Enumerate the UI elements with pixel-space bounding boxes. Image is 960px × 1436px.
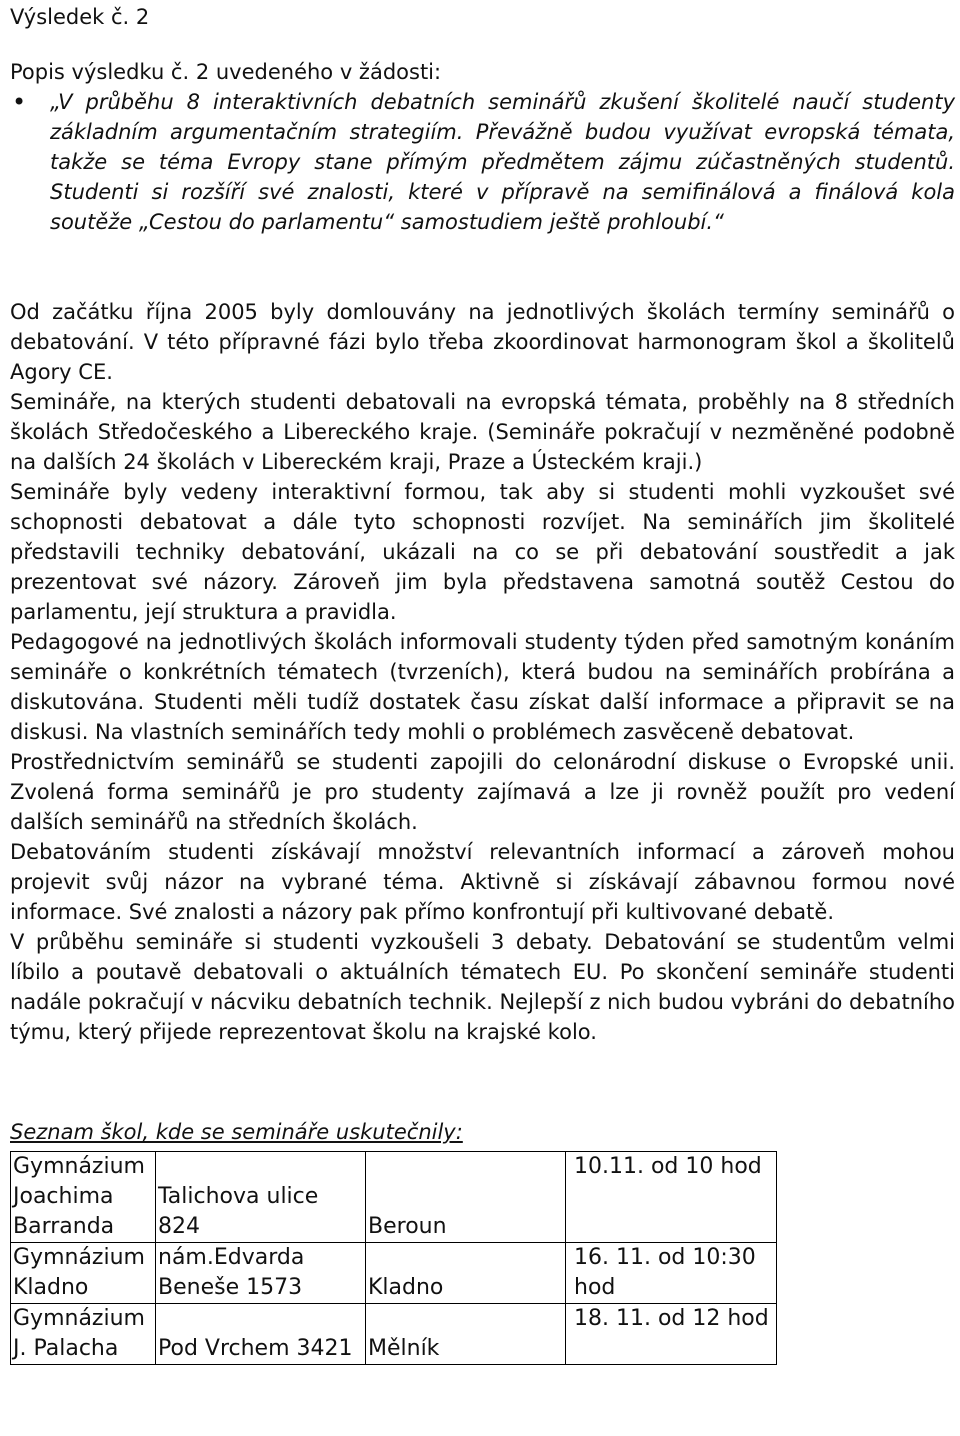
result-heading: Výsledek č. 2 bbox=[10, 5, 150, 29]
schools-list-title: Seznam škol, kde se semináře uskutečnily: bbox=[10, 1120, 463, 1144]
paragraph-preparation: Od začátku října 2005 byly domlouvány na jednotlivých školách termíny seminářů o debatování. V této přípravné fázi bylo třeba zkoordinovat harmonogram škol a školitelů Agory CE. bbox=[10, 300, 955, 384]
paragraph-debates-tried: V průběhu semináře si studenti vyzkoušeli 3 debaty. Debatování se studentům velmi líbilo a poutavě debatovali o aktuálních tématech EU. Po skončení semináře studenti nadále pokračují v nácviku debatních technik. Nejlepší z nich budou vybráni do debatního týmu, který přijede reprezentovat školu na krajské kolo. bbox=[10, 930, 955, 1044]
school-city: Kladno bbox=[366, 1243, 566, 1304]
school-address: nám.Edvarda Beneše 1573 bbox=[156, 1243, 366, 1304]
seminar-date: 16. 11. od 10:30 hod bbox=[566, 1243, 777, 1304]
document-page bbox=[10, 0, 955, 1365]
paragraph-teachers: Pedagogové na jednotlivých školách informovali studenty týden před samotným konáním semináře o konkrétních tématech (tvrzeních), která budou na seminářích probírána a diskutována. Studenti měli tudíž dostatek času získat další informace a připravit se na diskusi. Na vlastních seminářích tedy mohli o problémech zasvěceně debatovat. bbox=[10, 630, 955, 744]
paragraph-debating-benefits: Debatováním studenti získávají množství relevantních informací a zároveň mohou projevit svůj názor na vybrané téma. Aktivně si získávají zábavnou formou nové informace. Své znalosti a názory pak přímo konfrontují při kultivované debatě. bbox=[10, 840, 955, 924]
school-name: Gymnázium Joachima Barranda bbox=[11, 1152, 156, 1243]
paragraph-seminars-held: Semináře, na kterých studenti debatovali na evropská témata, proběhly na 8 středních školách Středočeského a Libereckého kraje. (Semináře pokračují v nezměněné podobně na dalších 24 školách v Libereckém kraji, Praze a Ústeckém kraji.) bbox=[10, 390, 955, 474]
paragraph-seminar-form: Semináře byly vedeny interaktivní formou, tak aby si studenti mohli vyzkoušet své schopnosti debatovat a dále tyto schopnosti rozvíjet. Na seminářích jim školitelé představili techniky debatování, ukázali na co se při debatování soustředit a jak prezentovat své názory. Zároveň jim byla představena samotná soutěž Cestou do parlamentu, její struktura a pravidla. bbox=[10, 480, 955, 624]
school-name: Gymnázium Kladno bbox=[11, 1243, 156, 1304]
paragraph-eu-discussion: Prostřednictvím seminářů se studenti zapojili do celonárodní diskuse o Evropské unii. Zvolená forma seminářů je pro studenty zajímavá a lze ji rovněž použít pro vedení dalších seminářů na středních školách. bbox=[10, 750, 955, 834]
table-row bbox=[11, 1243, 777, 1304]
school-name: Gymnázium J. Palacha bbox=[11, 1304, 156, 1365]
quoted-description: • „V průběhu 8 interaktivních debatních seminářů zkušení školitelé naučí studenty základním argumentačním strategiím. Převážně budou využívat evropská témata, takže se téma Evropy stane přímým předmětem zájmu zúčastněných studentů. Studenti si rozšíří své znalosti, které v přípravě na semifinálová a finálová kola soutěže „Cestou do parlamentu“ samostudiem ještě prohloubí.“ bbox=[10, 87, 955, 237]
quoted-description-list bbox=[10, 87, 955, 237]
school-address: Pod Vrchem 3421 bbox=[156, 1304, 366, 1365]
table-row bbox=[11, 1304, 777, 1365]
result-description-intro: Popis výsledku č. 2 uvedeného v žádosti: bbox=[10, 60, 442, 84]
school-city: Beroun bbox=[366, 1152, 566, 1243]
seminar-date: 18. 11. od 12 hod bbox=[566, 1304, 777, 1365]
schools-table bbox=[10, 1151, 777, 1365]
school-address: Talichova ulice 824 bbox=[156, 1152, 366, 1243]
table-row bbox=[11, 1152, 777, 1243]
seminar-date: 10.11. od 10 hod bbox=[566, 1152, 777, 1243]
school-city: Mělník bbox=[366, 1304, 566, 1365]
